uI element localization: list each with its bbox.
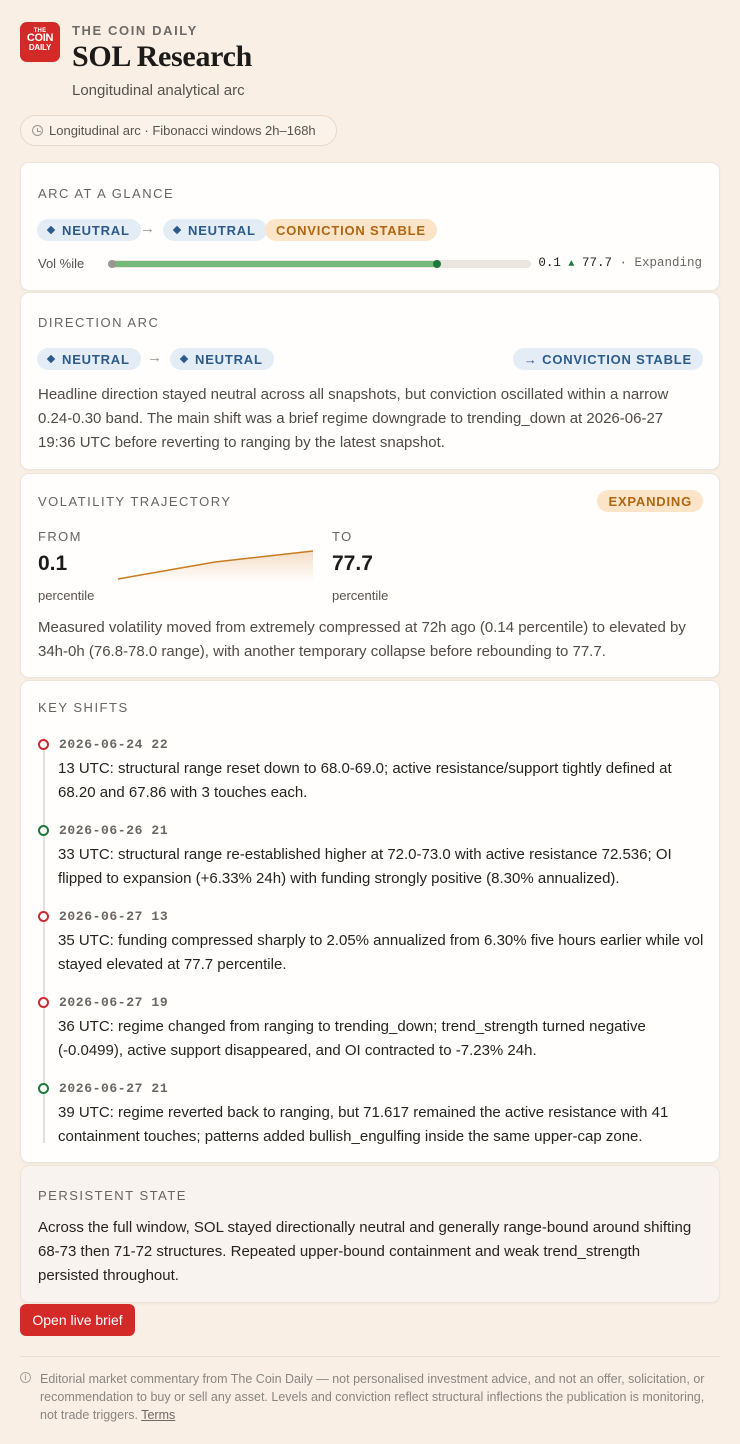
footer-divider <box>20 1356 720 1357</box>
up-shift-icon <box>38 825 49 836</box>
page-title: SOL Research <box>72 40 253 73</box>
from-sub: percentile <box>38 588 95 603</box>
key-shift-text: 36 UTC: regime changed from ranging to trending_down; trend_strength turned negative (-0.0499), active support disappeared, and OI contracted to -7.23% 24h. <box>58 1018 646 1059</box>
arrow-right-icon: → <box>147 349 162 366</box>
terms-link[interactable]: Terms <box>141 1408 176 1422</box>
key-shift-text: 35 UTC: funding compressed sharply to 2.05% annualized from 6.30% five hours earlier while vol stayed elevated at 77.7 percentile. <box>58 932 704 973</box>
from-label: FROM <box>38 529 82 544</box>
persistent-state-card <box>20 1165 720 1303</box>
diamond-icon <box>180 355 188 363</box>
key-shifts-card <box>20 680 720 1163</box>
card-title: KEY SHIFTS <box>38 700 129 715</box>
vol-percentile-fill <box>111 261 437 267</box>
from-direction-pill: NEUTRAL <box>37 219 141 241</box>
persistent-state-text: Across the full window, SOL stayed directionally neutral and generally range-bound around shifting 68-73 then 71-72 structures. Repeated upper-bound containment and weak trend_strength persisted throughout. <box>38 1219 692 1284</box>
publication-name: THE COIN DAILY <box>72 23 198 38</box>
open-live-brief-button[interactable]: Open live brief <box>20 1304 135 1336</box>
diamond-icon <box>47 226 55 234</box>
expanding-badge: EXPANDING <box>597 490 703 512</box>
card-title: ARC AT A GLANCE <box>38 186 175 201</box>
coin-daily-logo: THE COIN DAILY <box>20 22 60 62</box>
key-shift-text: 33 UTC: structural range re-established higher at 72.0-73.0 with active resistance 72.536; OI flipped to expansion (+6.33% 24h) with funding strongly positive (8.30% annualized). <box>58 846 672 887</box>
disclaimer <box>40 1370 720 1424</box>
window-meta-text: Longitudinal arc · Fibonacci windows 2h–168h <box>49 123 316 138</box>
vol-end-marker <box>433 260 441 268</box>
to-sub: percentile <box>332 588 389 603</box>
diamond-icon <box>47 355 55 363</box>
direction-arc-text: Headline direction stayed neutral across all snapshots, but conviction oscillated within a narrow 0.24-0.30 band. The main shift was a brief regime downgrade to trending_down at 2026-06-27 19:36 UTC before reverting to ranging by the latest snapshot. <box>38 386 669 451</box>
down-shift-icon <box>38 997 49 1008</box>
card-title: VOLATILITY TRAJECTORY <box>38 494 232 509</box>
diamond-icon <box>173 226 181 234</box>
to-direction-pill: NEUTRAL <box>170 348 274 370</box>
vol-percentile-bar <box>109 260 531 268</box>
key-shift-text: 13 UTC: structural range reset down to 68.0-69.0; active resistance/support tightly defined at 68.20 and 67.86 with 3 touches each. <box>58 760 672 801</box>
key-shift-date: 2026-06-27 19 <box>59 995 169 1010</box>
direction-arc-card <box>20 292 720 470</box>
key-shift-date: 2026-06-27 13 <box>59 909 169 924</box>
to-direction-pill: NEUTRAL <box>163 219 267 241</box>
from-direction-pill: NEUTRAL <box>37 348 141 370</box>
disclaimer-text: Editorial market commentary from The Coin Daily — not personalised investment advice, and not an offer, solicitation, or recommendation to buy or sell any asset. Levels and conviction reflect structural inflections the publication is monitoring, not trade triggers. <box>40 1372 705 1422</box>
card-title: PERSISTENT STATE <box>38 1188 187 1203</box>
card-title: DIRECTION ARC <box>38 315 160 330</box>
volatility-sparkline <box>117 548 315 582</box>
clock-icon <box>32 125 43 136</box>
triangle-up-icon: ▲ <box>568 259 575 270</box>
key-shift-date: 2026-06-26 21 <box>59 823 169 838</box>
vol-readout: 0.1 ▲ 77.7 · Expanding <box>538 256 702 270</box>
volatility-trajectory-card <box>20 473 720 678</box>
key-shift-text: 39 UTC: regime reverted back to ranging, but 71.617 remained the active resistance with 41 containment touches; patterns added bullish_engulfing inside the same upper-cap zone. <box>58 1104 669 1145</box>
arrow-right-icon: → <box>140 220 155 237</box>
vol-percentile-label: Vol %ile <box>38 256 85 271</box>
up-shift-icon <box>38 1083 49 1094</box>
arc-at-a-glance-card <box>20 162 720 291</box>
from-value: 0.1 <box>38 552 68 575</box>
key-shift-date: 2026-06-24 22 <box>59 737 169 752</box>
to-value: 77.7 <box>332 552 373 575</box>
conviction-pill: CONVICTION STABLE <box>265 219 437 241</box>
vol-start-marker <box>108 260 116 268</box>
down-shift-icon <box>38 911 49 922</box>
down-shift-icon <box>38 739 49 750</box>
key-shift-date: 2026-06-27 21 <box>59 1081 169 1096</box>
to-label: TO <box>332 529 353 544</box>
page-subtitle: Longitudinal analytical arc <box>72 82 245 99</box>
sparkline-area <box>118 551 313 582</box>
page-header <box>20 20 720 110</box>
conviction-stable-pill: → CONVICTION STABLE <box>513 348 703 370</box>
window-meta-pill <box>20 115 337 146</box>
volatility-text: Measured volatility moved from extremely compressed at 72h ago (0.14 percentile) to elevated by 34h-0h (76.8-78.0 range), with another temporary collapse before rebounding to 77.7. <box>38 619 686 660</box>
info-icon: i <box>20 1372 31 1383</box>
